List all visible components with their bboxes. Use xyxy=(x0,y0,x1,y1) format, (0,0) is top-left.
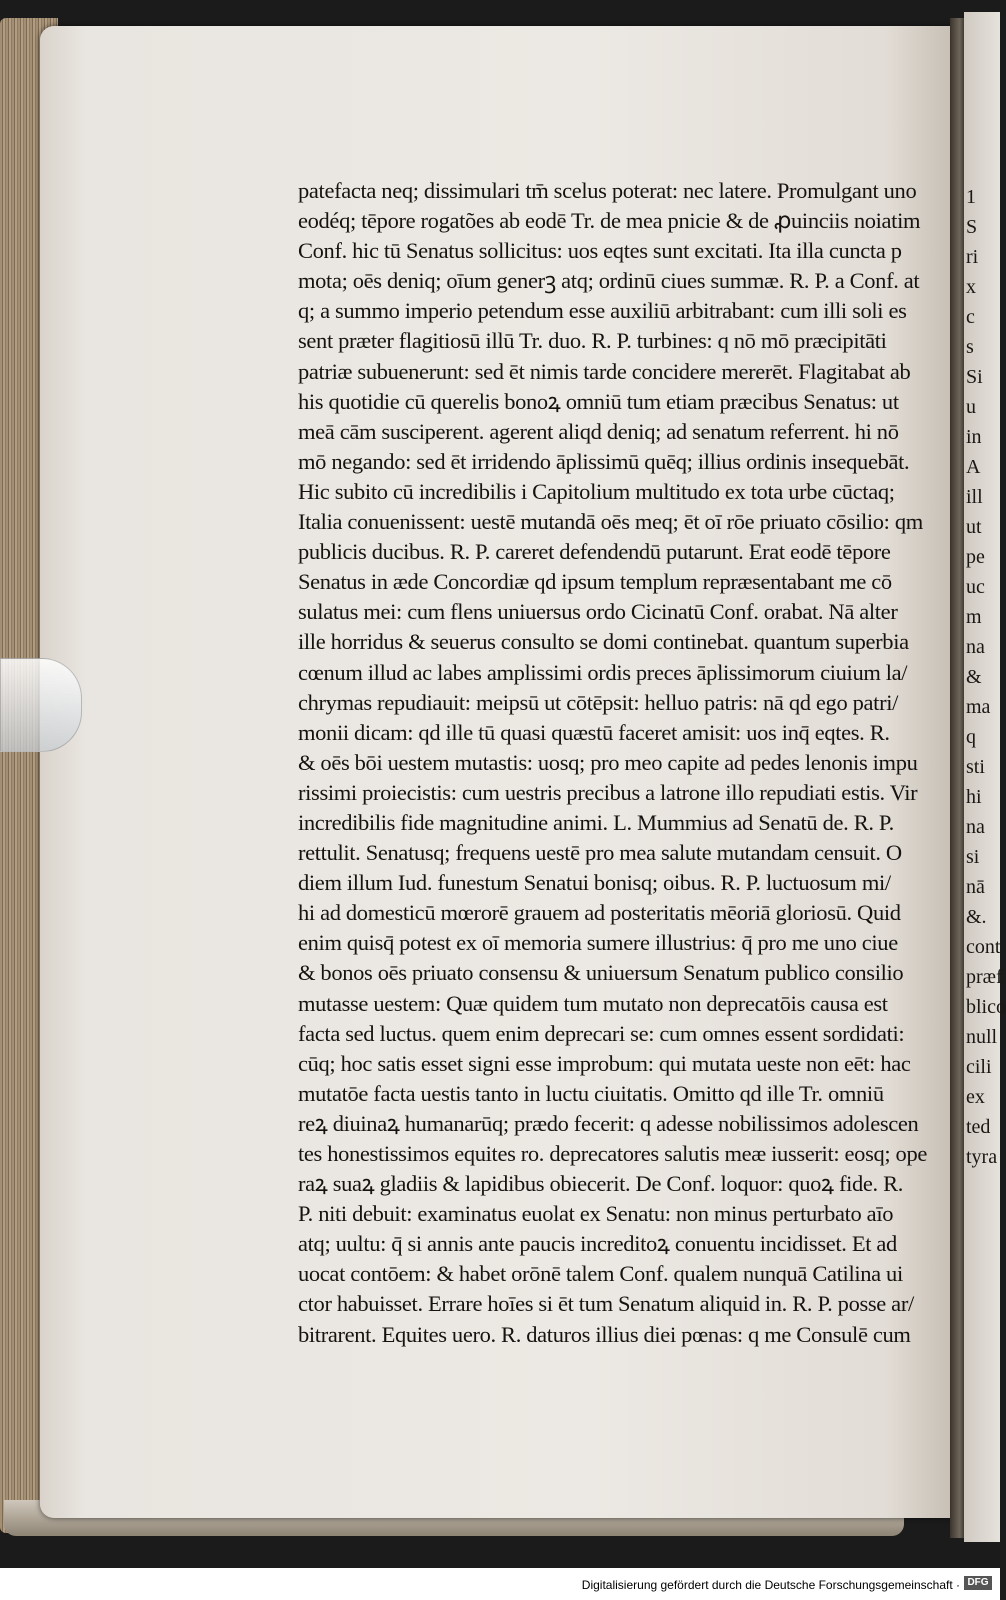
text-line: his quotidie cū querelis bonoꝝ omniū tum etiam præcibus Senatus: ut xyxy=(298,388,899,414)
facing-fragment: ut xyxy=(966,516,982,538)
page-text xyxy=(298,176,927,1350)
text-line: Senatus in æde Concordiæ qd ipsum templum repræsentabant me cō xyxy=(298,569,892,595)
text-line: enim quisq̄ potest ex oī memoria sumere illustrius: q̄ pro me uno ciue xyxy=(298,930,898,956)
text-line: reꝝ diuinaꝝ humanarūq; prædo fecerit: q adesse nobilissimos adolescen xyxy=(298,1110,919,1136)
text-line: diem illum Iud. funestum Senatui bonisq; oibus. R. P. luctuosum mi/ xyxy=(298,870,891,896)
facing-fragment: ri xyxy=(966,246,979,268)
text-line: mutasse uestem: Quæ quidem tum mutato non deprecatōis causa est xyxy=(298,990,888,1016)
facing-fragment: x xyxy=(966,276,976,298)
facing-fragment: cili xyxy=(966,1056,992,1078)
facing-fragment: 1 xyxy=(966,186,976,208)
text-line: patriæ subuenerunt: sed ēt nimis tarde concidere mererēt. Flagitabat ab xyxy=(298,358,911,384)
text-line: mutatōe facta uestis tanto in luctu ciuitatis. Omitto qd ille Tr. omniū xyxy=(298,1080,884,1106)
facing-fragment: s xyxy=(966,336,974,358)
facing-fragment: hi xyxy=(966,786,982,808)
text-line: mō negando: sed ēt irridendo āplissimū quēq; illius ordinis insequebāt. xyxy=(298,448,910,474)
text-line: Italia conuenissent: uestē mutandā oēs meq; ēt oī rōe priuato cōsilio: qm xyxy=(298,509,923,535)
facing-fragment: & xyxy=(966,666,982,688)
text-line: monii dicam: qd ille tū quasi quæstū faceret amisit: uos inq̄ eqtes. R. xyxy=(298,719,890,745)
facing-page-text xyxy=(966,182,1006,1172)
text-line: q; a summo imperio petendum esse auxiliū arbitrabant: cum illi soli es xyxy=(298,298,907,324)
facing-fragment: uc xyxy=(966,576,985,598)
text-line: Conf. hic tū Senatus sollicitus: uos eqtes sunt excitati. Ita illa cuncta p xyxy=(298,238,902,264)
text-line: eodéq; tēpore rogatões ab eodē Tr. de mea pnicie & de ꝓuinciis noiatim xyxy=(298,208,921,234)
facing-fragment: na xyxy=(966,636,985,658)
text-line: incredibilis fide magnitudine animi. L. Mummius ad Senatū de. R. P. xyxy=(298,809,894,835)
text-line: sent præter flagitiosū illū Tr. duo. R. P. turbines: q nō mō præcipitāti xyxy=(298,328,887,354)
facing-fragment: tyra xyxy=(966,1146,998,1168)
page-clip xyxy=(0,658,82,752)
text-line: publicis ducibus. R. P. careret defendendū putarunt. Erat eodē tēpore xyxy=(298,539,891,565)
text-line: atq; uultu: q̄ si annis ante paucis increditoꝝ conuentu incidisset. Et ad xyxy=(298,1231,897,1257)
text-line: & bonos oēs priuato consensu & uniuersum Senatum publico consilio xyxy=(298,960,904,986)
facing-fragment: q xyxy=(966,726,976,748)
text-line: & oēs bōi uestem mutastis: uosq; pro meo capite ad pedes lenonis impu xyxy=(298,749,918,775)
facing-fragment: pe xyxy=(966,546,985,568)
facing-fragment: A xyxy=(966,456,981,478)
facing-fragment: blico xyxy=(966,996,1006,1018)
facing-fragment: præf xyxy=(966,966,1003,988)
facing-fragment: ex xyxy=(966,1086,985,1108)
text-line: cœnum illud ac labes amplissimi ordis preces āplissimorum ciuium la/ xyxy=(298,659,908,685)
facing-fragment: null xyxy=(966,1026,998,1048)
facing-page xyxy=(964,12,1006,1542)
text-line: rettulit. Senatusq; frequens uestē pro mea salute mutandam censuit. O xyxy=(298,840,902,866)
dfg-logo-icon: DFG xyxy=(964,1576,992,1590)
facing-fragment: sti xyxy=(966,756,985,778)
facing-fragment: &. xyxy=(966,906,987,928)
funding-credit: Digitalisierung gefördert durch die Deutsche Forschungsgemeinschaft · xyxy=(581,1578,960,1592)
text-line: raꝝ suaꝝ gladiis & lapidibus obiecerit. De Conf. loquor: quoꝝ fide. R. xyxy=(298,1171,904,1197)
text-line: hi ad domesticū mœrorē grauem ad posteritatis mēoriā gloriosū. Quid xyxy=(298,900,901,926)
text-line: facta sed luctus. quem enim deprecari se: cum omnes essent sordidati: xyxy=(298,1020,905,1046)
text-line: Hic subito cū incredibilis i Capitolium multitudo ex tota urbe cūctaq; xyxy=(298,478,895,504)
facing-fragment: na xyxy=(966,816,985,838)
text-line: ctor habuisset. Errare hoīes si ēt tum Senatum aliquid in. R. P. posse ar/ xyxy=(298,1291,914,1317)
facing-fragment: ma xyxy=(966,696,991,718)
text-line: tes honestissimos equites ro. deprecatores salutis meæ iusserit: eosq; ope xyxy=(298,1141,927,1166)
text-line: sulatus mei: cum flens uniuersus ordo Cicinatū Conf. orabat. Nā alter xyxy=(298,599,898,625)
facing-fragment: cont xyxy=(966,936,1001,958)
facing-fragment: S xyxy=(966,216,978,238)
text-line: patefacta neq; dissimulari tm̄ scelus poterat: nec latere. Promulgant uno xyxy=(298,178,917,203)
text-line: rissimi proiecistis: cum uestris precibus a latrone illo repudiati estis. Vir xyxy=(298,779,918,805)
text-line: cūq; hoc satis esset signi esse improbum: qui mutata ueste non eēt: hac xyxy=(298,1050,911,1076)
text-line: P. niti debuit: examinatus euolat ex Senatu: non minus perturbato aīo xyxy=(298,1201,894,1227)
text-line: chrymas repudiauit: meipsū ut cōtēpsit: helluo patris: nā qd ego patri/ xyxy=(298,689,899,715)
text-line: ille horridus & seuerus consulto se domi continebat. quantum superbia xyxy=(298,629,909,655)
facing-fragment: Si xyxy=(966,366,983,388)
facing-fragment: m xyxy=(966,606,982,628)
text-line: mota; oēs deniq; oīum generꝫ atq; ordinū ciues summæ. R. P. a Conf. at xyxy=(298,268,920,294)
text-line: meā cām susciperent. agerent aliqd deniq; ad senatum referrent. hi nō xyxy=(298,418,899,444)
facing-fragment: ted xyxy=(966,1116,991,1138)
facing-fragment: nā xyxy=(966,876,985,898)
facing-fragment: ill xyxy=(966,486,983,508)
facing-fragment: si xyxy=(966,846,980,868)
text-line: bitrarent. Equites uero. R. daturos illius diei pœnas: q me Consulē cum xyxy=(298,1321,911,1347)
facing-fragment: u xyxy=(966,396,976,418)
text-line: uocat contōem: & habet orōnē talem Conf. qualem nunquā Catilina ui xyxy=(298,1261,903,1287)
facing-fragment: in xyxy=(966,426,982,448)
facing-fragment: c xyxy=(966,306,975,328)
